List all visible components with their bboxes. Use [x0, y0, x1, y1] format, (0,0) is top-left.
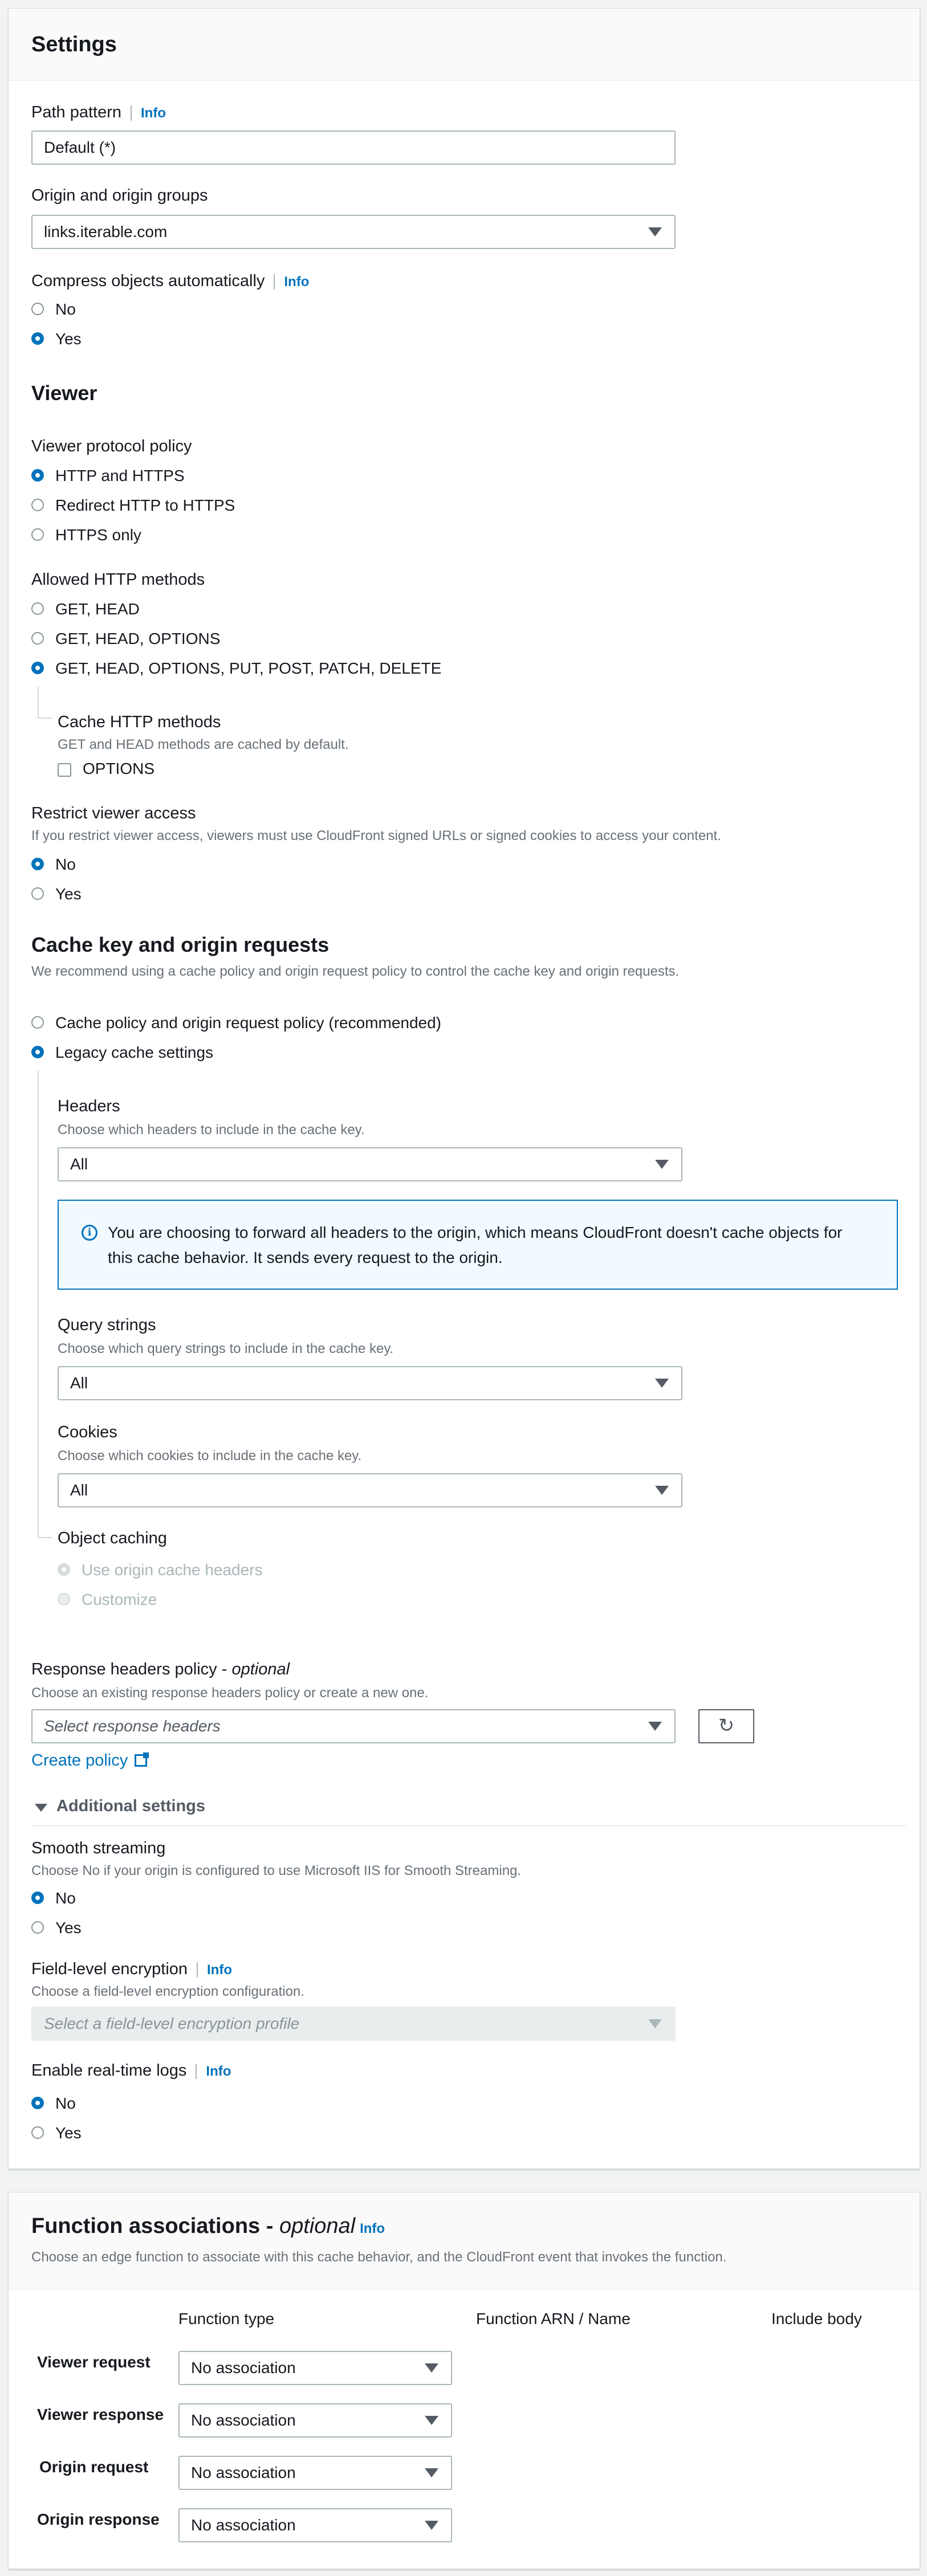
- headers-label: Headers: [58, 1097, 120, 1115]
- create-policy-link-text: Create policy: [31, 1751, 128, 1770]
- settings-panel: [8, 8, 920, 2169]
- realtime-no-radio[interactable]: [31, 2097, 44, 2109]
- fle-label: [31, 1960, 232, 1979]
- protocol-redirect-radio[interactable]: [31, 499, 44, 511]
- compress-yes-radio[interactable]: [31, 332, 44, 345]
- chevron-down-icon: [648, 227, 662, 237]
- cache-policy-label: Cache policy and origin request policy (recommended): [55, 1014, 442, 1032]
- allowed-methods-label: Allowed HTTP methods: [31, 570, 205, 589]
- smooth-yes-label: Yes: [55, 1919, 82, 1937]
- external-link-icon: [135, 1754, 147, 1767]
- compress-yes-label: Yes: [55, 330, 82, 348]
- origin-response-select[interactable]: [178, 2508, 452, 2542]
- path-pattern-info-link[interactable]: Info: [131, 105, 166, 121]
- refresh-icon: ↻: [718, 1715, 735, 1737]
- restrict-no-label: No: [55, 855, 76, 873]
- legacy-indent-line: [38, 1071, 39, 1538]
- chevron-down-icon: [425, 2363, 438, 2373]
- col-function-arn: Function ARN / Name: [476, 2310, 631, 2328]
- chevron-down-icon: [425, 2521, 438, 2530]
- response-headers-select[interactable]: [31, 1709, 676, 1743]
- cache-key-desc: We recommend using a cache policy and origin request policy to control the cache key and origin requests.: [31, 964, 680, 979]
- realtime-logs-label-text: Enable real-time logs: [31, 2061, 187, 2080]
- function-associations-title: [31, 2214, 385, 2239]
- response-headers-label: [31, 1660, 290, 1679]
- settings-panel-header: [9, 9, 920, 81]
- protocol-http-https-radio[interactable]: [31, 469, 44, 482]
- response-headers-label-text: Response headers policy: [31, 1660, 217, 1678]
- compress-info-link[interactable]: Info: [274, 274, 309, 290]
- chevron-down-icon: [655, 1379, 669, 1388]
- function-associations-desc: Choose an edge function to associate with this cache behavior, and the CloudFront event that invokes the function.: [31, 2249, 727, 2265]
- function-associations-info-link[interactable]: Info: [360, 2221, 385, 2236]
- viewer-request-value: No association: [191, 2359, 296, 2377]
- origin-label: Origin and origin groups: [31, 186, 208, 205]
- query-strings-desc: Choose which query strings to include in the cache key.: [58, 1341, 394, 1356]
- origin-select-value: links.iterable.com: [44, 223, 168, 241]
- chevron-down-icon: [648, 2019, 662, 2028]
- headers-select-value: All: [70, 1155, 88, 1173]
- legacy-indent-tick: [38, 1537, 52, 1538]
- row-origin-response-label: Origin response: [37, 2510, 160, 2528]
- create-policy-link[interactable]: [31, 1751, 147, 1770]
- fle-select[interactable]: [31, 2007, 676, 2041]
- row-viewer-response-label: Viewer response: [37, 2406, 164, 2423]
- compress-no-radio[interactable]: [31, 303, 44, 315]
- smooth-streaming-label: Smooth streaming: [31, 1839, 166, 1857]
- row-viewer-request-label: Viewer request: [37, 2353, 151, 2371]
- refresh-button[interactable]: [698, 1709, 754, 1743]
- protocol-https-only-label: HTTPS only: [55, 526, 141, 544]
- compress-label: [31, 272, 309, 291]
- info-icon: i: [82, 1225, 97, 1241]
- realtime-logs-info-link[interactable]: Info: [196, 2064, 231, 2079]
- protocol-http-https-label: HTTP and HTTPS: [55, 467, 185, 484]
- function-associations-panel: [8, 2192, 920, 2569]
- additional-settings-toggle[interactable]: Additional settings: [56, 1797, 205, 1815]
- cache-methods-label: Cache HTTP methods: [58, 713, 221, 731]
- chevron-down-icon: [425, 2468, 438, 2477]
- legacy-cache-label: Legacy cache settings: [55, 1044, 214, 1061]
- restrict-yes-label: Yes: [55, 885, 82, 903]
- compress-label-text: Compress objects automatically: [31, 272, 265, 290]
- customize-radio[interactable]: [58, 1593, 70, 1605]
- chevron-down-icon: [655, 1160, 669, 1169]
- fle-info-link[interactable]: Info: [197, 1962, 232, 1978]
- fle-label-text: Field-level encryption: [31, 1960, 188, 1978]
- methods-get-head-label: GET, HEAD: [55, 600, 140, 618]
- chevron-down-icon: [648, 1722, 662, 1731]
- realtime-no-label: No: [55, 2094, 76, 2112]
- viewer-title: Viewer: [31, 381, 97, 405]
- cache-key-title: Cache key and origin requests: [31, 933, 330, 956]
- methods-get-head-radio[interactable]: [31, 602, 44, 615]
- realtime-logs-label: [31, 2061, 231, 2080]
- path-pattern-label-text: Path pattern: [31, 103, 121, 121]
- query-strings-select-value: All: [70, 1374, 88, 1392]
- smooth-no-radio[interactable]: [31, 1892, 44, 1904]
- protocol-redirect-label: Redirect HTTP to HTTPS: [55, 496, 235, 514]
- settings-title: Settings: [31, 32, 117, 56]
- cookies-select[interactable]: [58, 1473, 682, 1507]
- smooth-no-label: No: [55, 1889, 76, 1907]
- restrict-no-radio[interactable]: [31, 858, 44, 870]
- methods-all-label: GET, HEAD, OPTIONS, PUT, POST, PATCH, DELETE: [55, 659, 442, 677]
- object-caching-label: Object caching: [58, 1529, 167, 1547]
- caret-down-icon[interactable]: [35, 1804, 47, 1812]
- row-origin-request-label: Origin request: [39, 2458, 149, 2476]
- methods-get-head-options-label: GET, HEAD, OPTIONS: [55, 630, 221, 647]
- headers-desc: Choose which headers to include in the cache key.: [58, 1122, 365, 1138]
- viewer-request-select[interactable]: [178, 2351, 452, 2385]
- restrict-yes-radio[interactable]: [31, 887, 44, 900]
- fle-desc: Choose a field-level encryption configuration.: [31, 1984, 304, 1999]
- smooth-yes-radio[interactable]: [31, 1921, 44, 1934]
- viewer-response-select[interactable]: [178, 2403, 452, 2438]
- response-headers-optional: optional: [231, 1660, 290, 1678]
- headers-select[interactable]: [58, 1147, 682, 1181]
- function-associations-title-text: Function associations: [31, 2214, 261, 2238]
- col-function-type: Function type: [178, 2310, 275, 2328]
- additional-settings-divider: [31, 1825, 906, 1827]
- query-strings-select[interactable]: [58, 1366, 682, 1400]
- realtime-yes-label: Yes: [55, 2124, 82, 2142]
- path-pattern-label: [31, 103, 166, 122]
- cookies-label: Cookies: [58, 1423, 117, 1441]
- headers-info-alert: [58, 1200, 898, 1290]
- response-headers-sep: -: [217, 1660, 232, 1678]
- cache-methods-indent-line: [38, 687, 39, 719]
- cache-methods-desc: GET and HEAD methods are cached by default.: [58, 737, 349, 752]
- customize-label: Customize: [82, 1591, 157, 1608]
- cache-options-label: OPTIONS: [83, 760, 155, 777]
- realtime-yes-radio[interactable]: [31, 2126, 44, 2139]
- fle-placeholder: Select a field-level encryption profile: [44, 2015, 300, 2032]
- methods-all-radio[interactable]: [31, 662, 44, 674]
- smooth-streaming-desc: Choose No if your origin is configured to use Microsoft IIS for Smooth Streaming.: [31, 1863, 522, 1878]
- col-include-body: Include body: [771, 2310, 862, 2328]
- cache-methods-indent-tick: [38, 718, 52, 719]
- cache-policy-radio[interactable]: [31, 1016, 44, 1029]
- function-associations-header: [9, 2192, 920, 2290]
- path-pattern-input[interactable]: Default (*): [31, 131, 676, 165]
- viewer-response-value: No association: [191, 2411, 296, 2429]
- compress-no-label: No: [55, 300, 76, 318]
- response-headers-desc: Choose an existing response headers policy or create a new one.: [31, 1685, 429, 1701]
- chevron-down-icon: [655, 1486, 669, 1495]
- restrict-access-desc: If you restrict viewer access, viewers must use CloudFront signed URLs or signed cookies to access your content.: [31, 828, 721, 843]
- function-associations-optional: optional: [279, 2214, 356, 2238]
- origin-cache-headers-radio[interactable]: [58, 1563, 70, 1576]
- legacy-cache-radio[interactable]: [31, 1046, 44, 1058]
- headers-alert-text: You are choosing to forward all headers to the origin, which means CloudFront doesn't cache objects for this cache behavior. It sends every request to the origin.: [108, 1224, 843, 1266]
- query-strings-label: Query strings: [58, 1316, 156, 1334]
- viewer-protocol-label: Viewer protocol policy: [31, 437, 192, 455]
- cookies-select-value: All: [70, 1481, 88, 1499]
- origin-select[interactable]: [31, 215, 676, 249]
- function-associations-sep: -: [260, 2214, 279, 2238]
- cache-options-checkbox[interactable]: [58, 763, 71, 777]
- methods-get-head-options-radio[interactable]: [31, 632, 44, 645]
- origin-cache-headers-label: Use origin cache headers: [82, 1561, 263, 1579]
- origin-response-value: No association: [191, 2516, 296, 2534]
- cookies-desc: Choose which cookies to include in the cache key.: [58, 1448, 362, 1464]
- restrict-access-label: Restrict viewer access: [31, 804, 196, 822]
- chevron-down-icon: [425, 2416, 438, 2425]
- protocol-https-only-radio[interactable]: [31, 528, 44, 541]
- origin-request-value: No association: [191, 2464, 296, 2481]
- origin-request-select[interactable]: [178, 2456, 452, 2490]
- response-headers-placeholder: Select response headers: [44, 1717, 221, 1735]
